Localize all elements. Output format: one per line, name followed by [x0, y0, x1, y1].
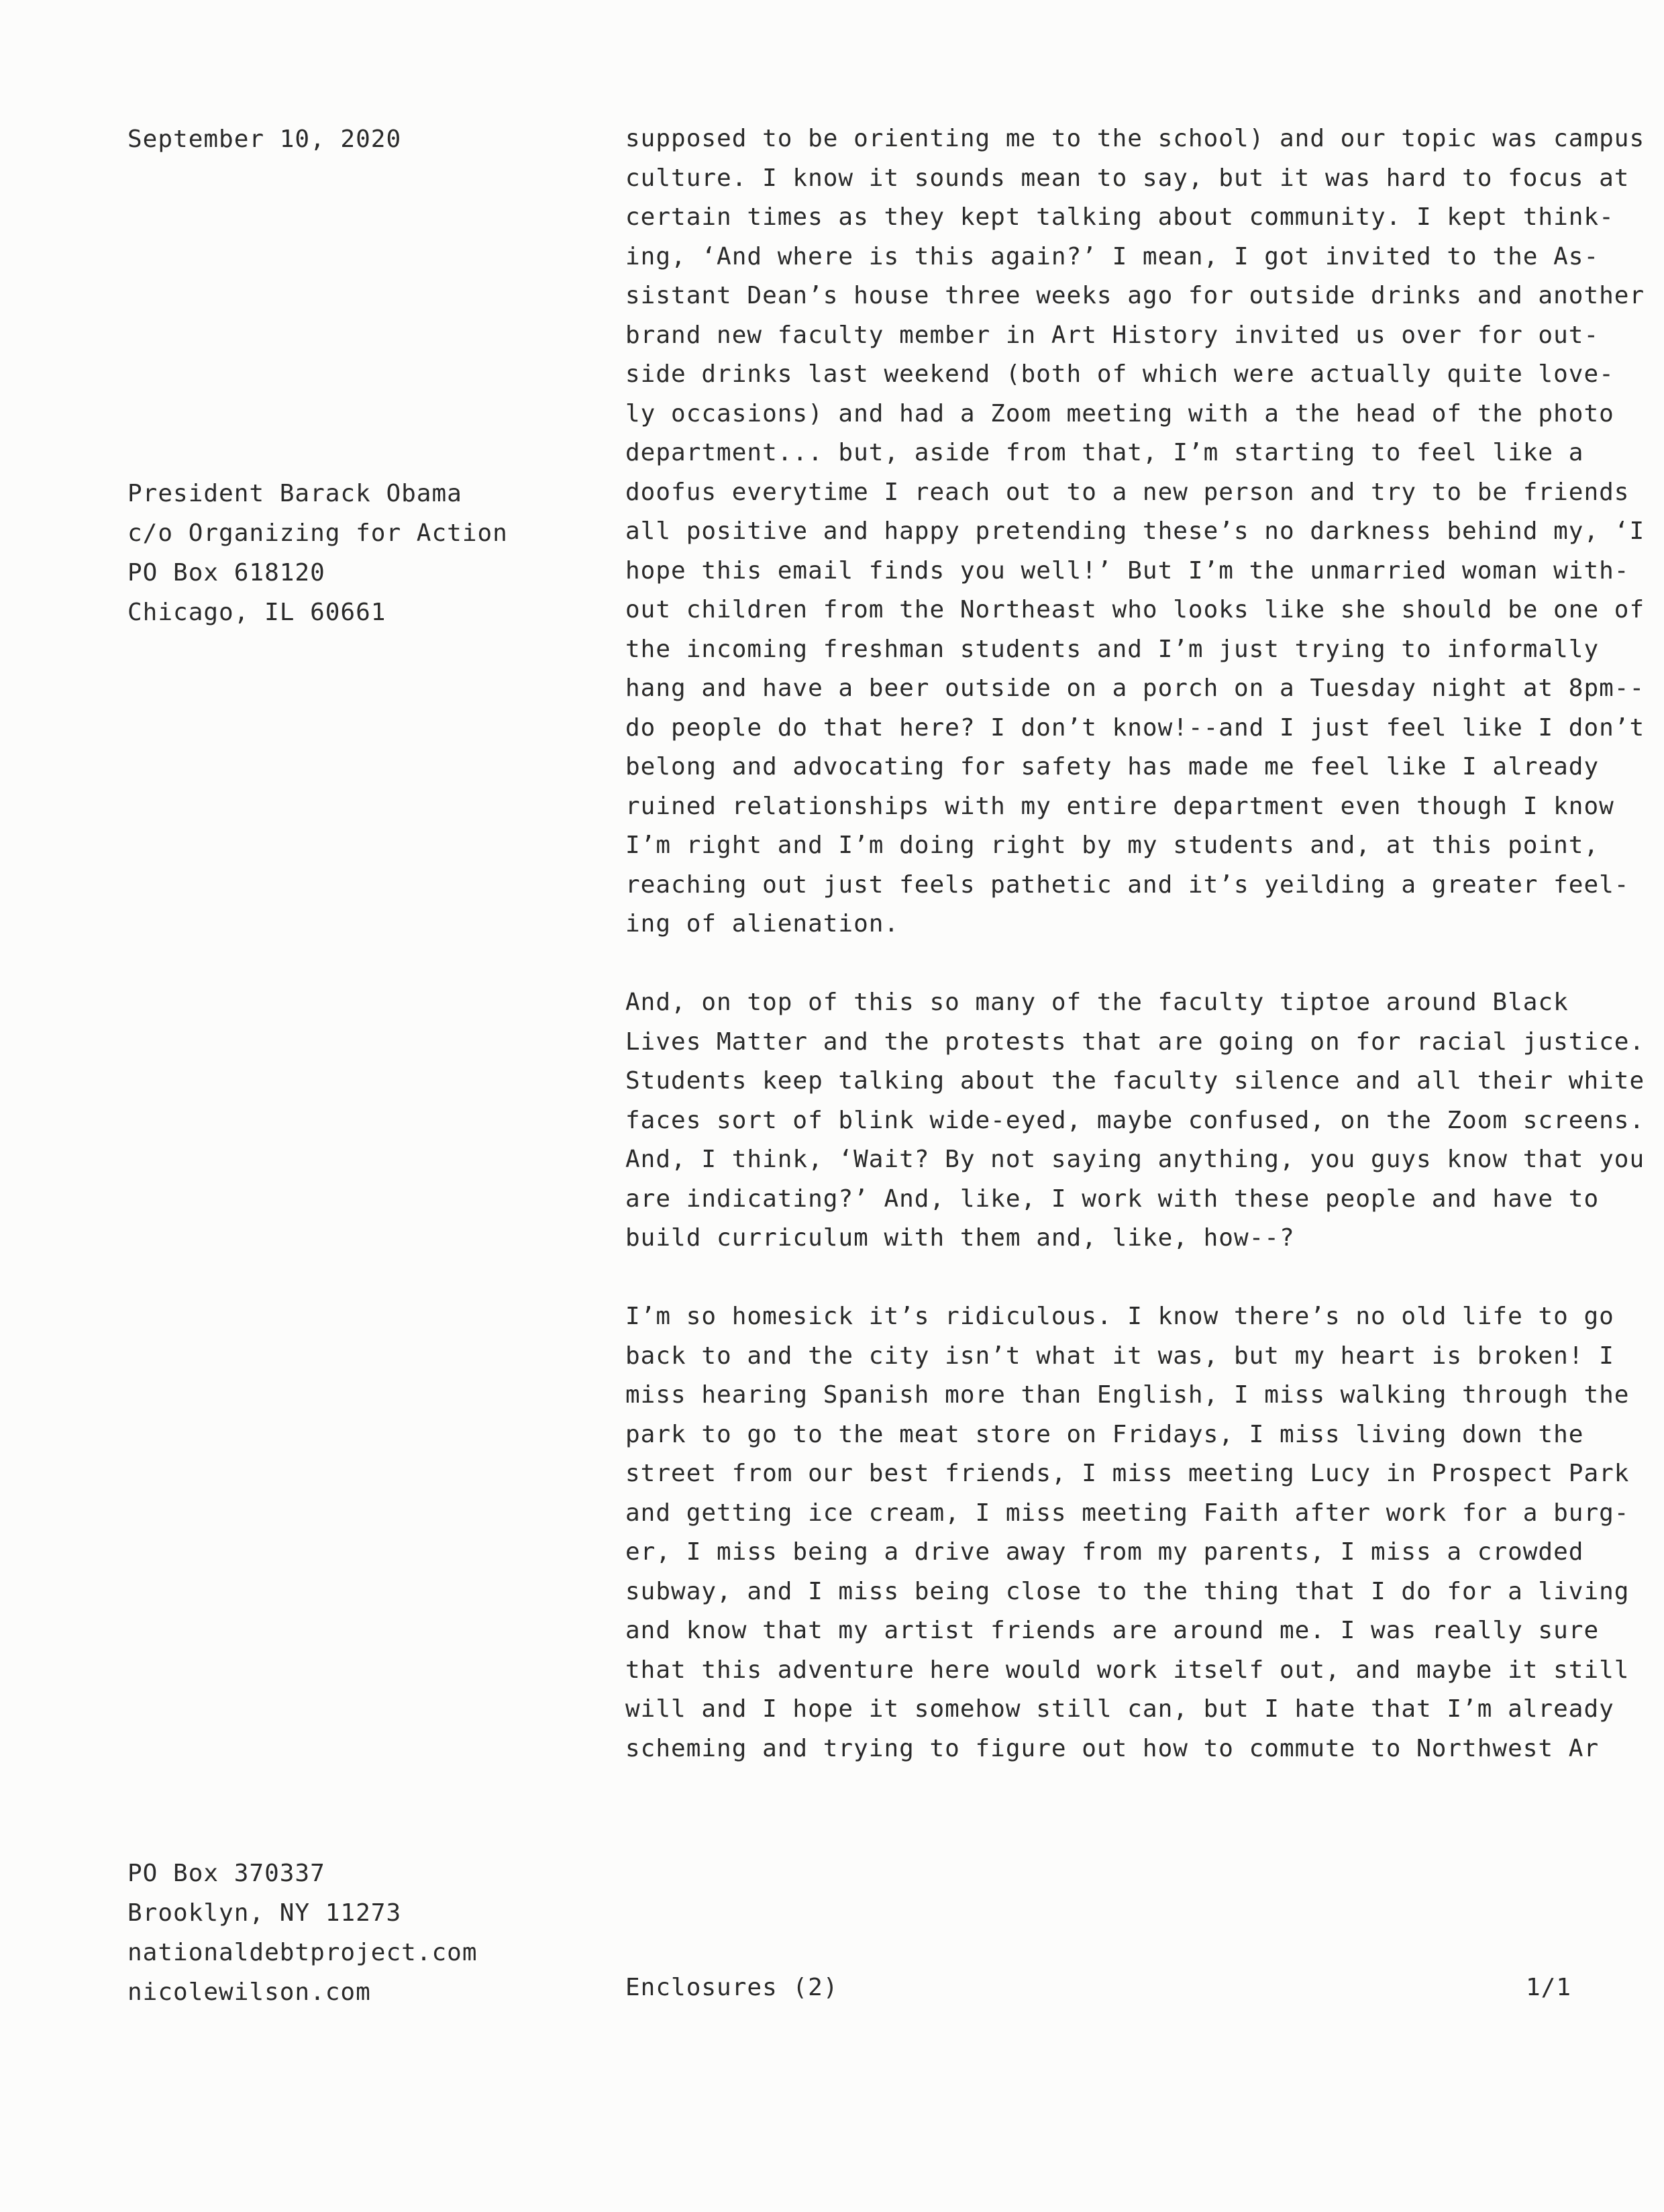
body-line: will and I hope it somehow still can, but I hate that I’m already [625, 1695, 1614, 1723]
letter-date [127, 119, 570, 159]
body-line: that this adventure here would work itself out, and maybe it still [625, 1656, 1630, 1684]
body-paragraph [625, 119, 1645, 944]
body-paragraph [625, 983, 1645, 1258]
sender-website-link[interactable]: nicolewilson.com [127, 1978, 371, 2006]
body-line: street from our best friends, I miss meeting Lucy in Prospect Park [625, 1460, 1630, 1487]
recipient-line: President Barack Obama [127, 480, 462, 507]
body-line: and getting ice cream, I miss meeting Faith after work for a burg- [625, 1499, 1630, 1527]
body-line: do people do that here? I don’t know!--and I just feel like I don’t [625, 713, 1645, 742]
body-line: the incoming freshman students and I’m just trying to informally [625, 635, 1600, 663]
body-line: belong and advocating for safety has made me feel like I already [625, 753, 1600, 781]
letter-body [625, 119, 1645, 1808]
recipient-line: PO Box 618120 [127, 559, 325, 587]
body-line: department... but, aside from that, I’m starting to feel like a [625, 439, 1584, 466]
date-line: September 10, 2020 [127, 125, 402, 153]
body-line: park to go to the meat store on Fridays, I miss living down the [625, 1420, 1584, 1448]
body-line: hang and have a beer outside on a porch on a Tuesday night at 8pm-- [625, 674, 1645, 702]
body-line: hope this email finds you well!’ But I’m the unmarried woman with- [625, 556, 1630, 585]
page-number: 1/1 [1526, 1974, 1572, 2001]
body-line: supposed to be orienting me to the school) and our topic was campus [625, 125, 1645, 152]
body-line: scheming and trying to figure out how to commute to Northwest Ar [625, 1734, 1600, 1762]
body-line: ruined relationships with my entire department even though I know [625, 792, 1614, 820]
body-line: sistant Dean’s house three weeks ago for outside drinks and another [625, 282, 1645, 309]
sender-address [127, 1854, 570, 2012]
body-line: and know that my artist friends are around me. I was really sure [625, 1617, 1600, 1644]
body-line: er, I miss being a drive away from my parents, I miss a crowded [625, 1538, 1584, 1566]
body-line: culture. I know it sounds mean to say, but it was hard to focus at [625, 164, 1630, 192]
body-line: ly occasions) and had a Zoom meeting with a the head of the photo [625, 399, 1614, 428]
body-line: And, on top of this so many of the faculty tiptoe around Black [625, 989, 1569, 1016]
body-line: brand new faculty member in Art History invited us over for out- [625, 321, 1600, 349]
body-line: doofus everytime I reach out to a new person and try to be friends [625, 478, 1630, 506]
body-line: I’m right and I’m doing right by my students and, at this point, [625, 832, 1600, 859]
body-line: certain times as they kept talking about community. I kept think- [625, 203, 1614, 231]
body-line: ing, ‘And where is this again?’ I mean, I got invited to the As- [625, 242, 1600, 270]
body-line: Lives Matter and the protests that are going on for racial justice. [625, 1027, 1645, 1056]
recipient-line: Chicago, IL 60661 [127, 599, 386, 626]
sender-line: PO Box 370337 [127, 1860, 325, 1887]
sender-line: Brooklyn, NY 11273 [127, 1899, 402, 1927]
body-line: build curriculum with them and, like, how--? [625, 1224, 1295, 1252]
body-line: ing of alienation. [625, 910, 900, 938]
body-line: out children from the Northeast who looks like she should be one of [625, 596, 1645, 623]
body-line: miss hearing Spanish more than English, I miss walking through the [625, 1381, 1630, 1409]
body-line: I’m so homesick it’s ridiculous. I know there’s no old life to go [625, 1303, 1614, 1330]
body-paragraph [625, 1297, 1630, 1768]
recipient-line: c/o Organizing for Action [127, 519, 508, 547]
recipient-address [127, 474, 570, 632]
body-line: all positive and happy pretending these’s no darkness behind my, ‘I [625, 517, 1645, 545]
body-line: Students keep talking about the faculty silence and all their white [625, 1067, 1645, 1095]
body-line: are indicating?’ And, like, I work with these people and have to [625, 1185, 1600, 1213]
enclosures-note: Enclosures (2) [625, 1974, 839, 2001]
sender-website-link[interactable]: nationaldebtproject.com [127, 1939, 478, 1966]
body-line: side drinks last weekend (both of which were actually quite love- [625, 360, 1614, 388]
body-line: And, I think, ‘Wait? By not saying anything, you guys know that you [625, 1146, 1645, 1173]
body-line: reaching out just feels pathetic and it’s yeilding a greater feel- [625, 870, 1630, 899]
body-line: subway, and I miss being close to the thing that I do for a living [625, 1577, 1630, 1605]
body-line: faces sort of blink wide-eyed, maybe confused, on the Zoom screens. [625, 1106, 1645, 1134]
body-line: back to and the city isn’t what it was, but my heart is broken! I [625, 1342, 1614, 1370]
